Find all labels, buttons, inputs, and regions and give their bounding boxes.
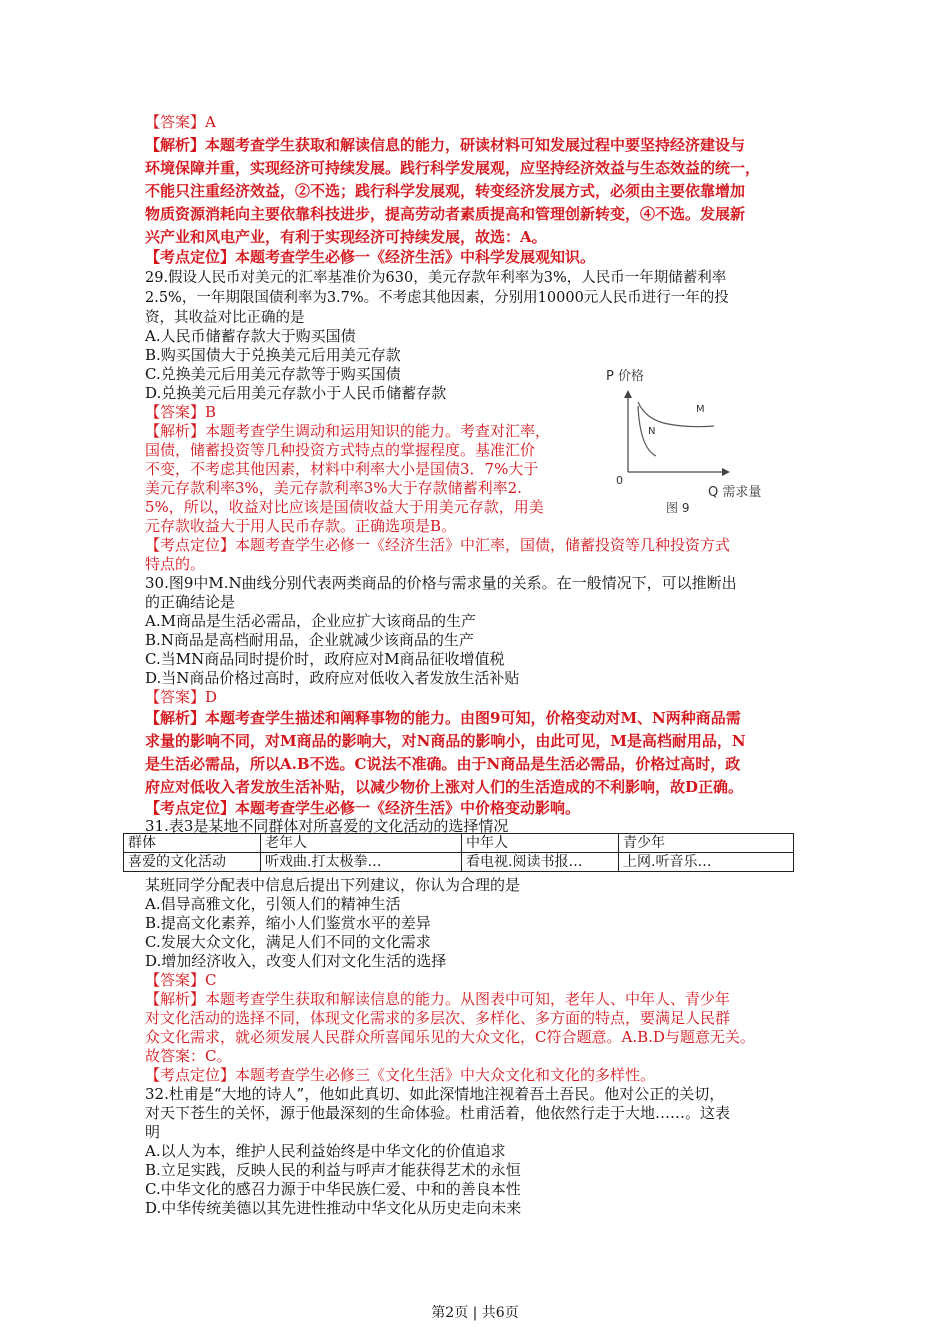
q31-answer: 【答案】C — [145, 971, 217, 989]
q28-answer: 【答案】A — [145, 113, 216, 131]
q31-after-table: 某班同学分配表中信息后提出下列建议，你认为合理的是 — [145, 876, 521, 894]
q30-analysis-line: 是生活必需品，所以A.B不选。C说法不准确。由于N商品是生活必需品，价格过高时，政 — [145, 755, 741, 773]
q31-stem: 31.表3是某地不同群体对所喜爱的文化活动的选择情况 — [145, 817, 509, 835]
curve-m-label: M — [696, 404, 705, 415]
figure-9-price-demand-chart — [598, 362, 798, 522]
q32-option-b: B.立足实践，反映人民的利益与呼声才能获得艺术的永恒 — [145, 1161, 521, 1179]
table-cell: 喜爱的文化活动 — [124, 853, 261, 872]
q28-point: 【考点定位】本题考查学生必修一《经济生活》中科学发展观知识。 — [145, 248, 596, 266]
q30-analysis-line: 【解析】本题考查学生描述和阐释事物的能力。由图9可知，价格变动对M、N两种商品需 — [145, 709, 741, 727]
q28-analysis-line: 兴产业和风电产业，有利于实现经济可持续发展，故选：A。 — [145, 228, 547, 246]
table-header-cell: 群体 — [124, 834, 261, 853]
q32-option-c: C.中华文化的感召力源于中华民族仁爱、中和的善良本性 — [145, 1180, 521, 1198]
q29-option-d: D.兑换美元后用美元存款小于人民币储蓄存款 — [145, 384, 447, 402]
q31-analysis-line: 对文化活动的选择不同，体现文化需求的多层次、多样化、多方面的特点，要满足人民群 — [145, 1009, 731, 1027]
q30-stem-line: 30.图9中M.N曲线分别代表两类商品的价格与需求量的关系。在一般情况下，可以推断出 — [145, 574, 737, 592]
q29-stem-line: 29.假设人民币对美元的汇率基准价为630，美元存款年利率为3%，人民币一年期储蓄利率 — [145, 270, 727, 286]
q29-analysis-line: 【解析】本题考查学生调动和运用知识的能力。考查对汇率， — [145, 422, 551, 440]
q29-stem-line: 资，其收益对比正确的是 — [145, 310, 305, 326]
figure-caption: 图 9 — [666, 501, 690, 515]
q30-option-b: B.N商品是高档耐用品，企业就减少该商品的生产 — [145, 631, 474, 649]
table-header-row — [124, 834, 794, 853]
table-header-cell: 青少年 — [619, 834, 794, 853]
q29-answer: 【答案】B — [145, 403, 217, 421]
q30-point: 【考点定位】本题考查学生必修一《经济生活》中价格变动影响。 — [145, 799, 581, 817]
q28-analysis-line: 【解析】本题考查学生获取和解读信息的能力，研读材料可知发展过程中要坚持经济建设与 — [145, 136, 746, 154]
figure-origin: 0 — [616, 474, 623, 487]
q29-point: 【考点定位】本题考查学生必修一《经济生活》中汇率，国债，储蓄投资等几种投资方式 — [145, 536, 731, 554]
table-cell: 看电视.阅读书报… — [462, 853, 619, 872]
table-row — [124, 853, 794, 872]
q29-option-c: C.兑换美元后用美元存款等于购买国债 — [145, 365, 401, 383]
q32-option-d: D.中华传统美德以其先进性推动中华文化从历史走向未来 — [145, 1199, 522, 1217]
page-footer: 第2页 | 共6页 — [431, 1305, 519, 1321]
q30-option-c: C.当MN商品同时提价时，政府应对M商品征收增值税 — [145, 650, 505, 668]
q29-analysis-line: 美元存款利率3%，美元存款利率3%大于存款储蓄利率2. — [145, 479, 522, 497]
q28-analysis-line: 环境保障并重，实现经济可持续发展。践行科学发展观，应坚持经济效益与生态效益的统一， — [145, 159, 761, 177]
q32-stem-line: 明 — [145, 1123, 161, 1141]
q31-option-c: C.发展大众文化，满足人们不同的文化需求 — [145, 933, 431, 951]
q29-analysis-line: 元存款收益大于用人民币存款。正确选项是B。 — [145, 517, 457, 535]
q29-option-a: A.人民币储蓄存款大于购买国债 — [145, 327, 356, 345]
table-3 — [123, 833, 794, 872]
q31-option-d: D.增加经济收入，改变人们对文化生活的选择 — [145, 952, 447, 970]
q30-answer: 【答案】D — [145, 688, 218, 706]
q29-stem-line: 2.5%，一年期限国债利率为3.7%。不考虑其他因素，分别用10000元人民币进行一年的投 — [145, 290, 729, 306]
table-cell: 上网.听音乐… — [619, 853, 794, 872]
q31-analysis-line: 【解析】本题考查学生获取和解读信息的能力。从图表中可知，老年人、中年人、青少年 — [145, 990, 731, 1008]
table-header-cell: 老年人 — [261, 834, 462, 853]
q29-analysis-line: 不变，不考虑其他因素，材料中利率大小是国债3．7%大于 — [145, 460, 539, 478]
figure-x-label: Q 需求量 — [708, 485, 762, 500]
q31-analysis-line: 众文化需求，就必须发展人民群众所喜闻乐见的大众文化，C符合题意。A.B.D与题意无关。 — [145, 1028, 755, 1046]
q31-option-a: A.倡导高雅文化，引领人们的精神生活 — [145, 895, 401, 913]
q29-analysis-line: 国债，储蓄投资等几种投资方式特点的掌握程度。基准汇价 — [145, 441, 536, 459]
q32-stem-line: 32.杜甫是“大地的诗人”，他如此真切、如此深情地注视着吾土吾民。他对公正的关切， — [145, 1085, 725, 1103]
q29-point: 特点的。 — [145, 555, 206, 573]
q29-option-b: B.购买国债大于兑换美元后用美元存款 — [145, 346, 401, 364]
q30-option-a: A.M商品是生活必需品，企业应扩大该商品的生产 — [145, 612, 476, 630]
q31-option-b: B.提高文化素养，缩小人们鉴赏水平的差异 — [145, 914, 431, 932]
curve-n-label: N — [648, 426, 656, 437]
q30-analysis-line: 府应对低收入者发放生活补贴，以减少物价上涨对人们的生活造成的不利影响，故D正确。 — [145, 778, 744, 796]
q30-option-d: D.当N商品价格过高时，政府应对低收入者发放生活补贴 — [145, 669, 520, 687]
table-header-cell: 中年人 — [462, 834, 619, 853]
figure-y-label: P 价格 — [606, 369, 644, 384]
q28-analysis-line: 物质资源消耗向主要依靠科技进步，提高劳动者素质提高和管理创新转变，④不选。发展新 — [145, 205, 746, 223]
table-cell: 听戏曲.打太极拳… — [261, 853, 462, 872]
q32-option-a: A.以人为本，维护人民利益始终是中华文化的价值追求 — [145, 1142, 506, 1160]
q30-analysis-line: 求量的影响不同，对M商品的影响大，对N商品的影响小，由此可见，M是高档耐用品，N — [145, 732, 746, 750]
figure-x-arrow — [722, 468, 730, 476]
q30-stem-line: 的正确结论是 — [145, 593, 236, 611]
q32-stem-line: 对天下苍生的关怀，源于他最深刻的生命体验。杜甫活着，他依然行走于大地……。这表 — [145, 1104, 731, 1122]
q28-analysis-line: 不能只注重经济效益，②不选；践行科学发展观，转变经济发展方式，必须由主要依靠增加 — [145, 182, 746, 200]
figure-y-arrow — [624, 390, 632, 398]
q31-point: 【考点定位】本题考查学生必修三《文化生活》中大众文化和文化的多样性。 — [145, 1066, 656, 1084]
q31-analysis-line: 故答案：C。 — [145, 1047, 232, 1065]
q29-analysis-line: 5%，所以，收益对比应该是国债收益大于用美元存款，用美 — [145, 498, 544, 516]
